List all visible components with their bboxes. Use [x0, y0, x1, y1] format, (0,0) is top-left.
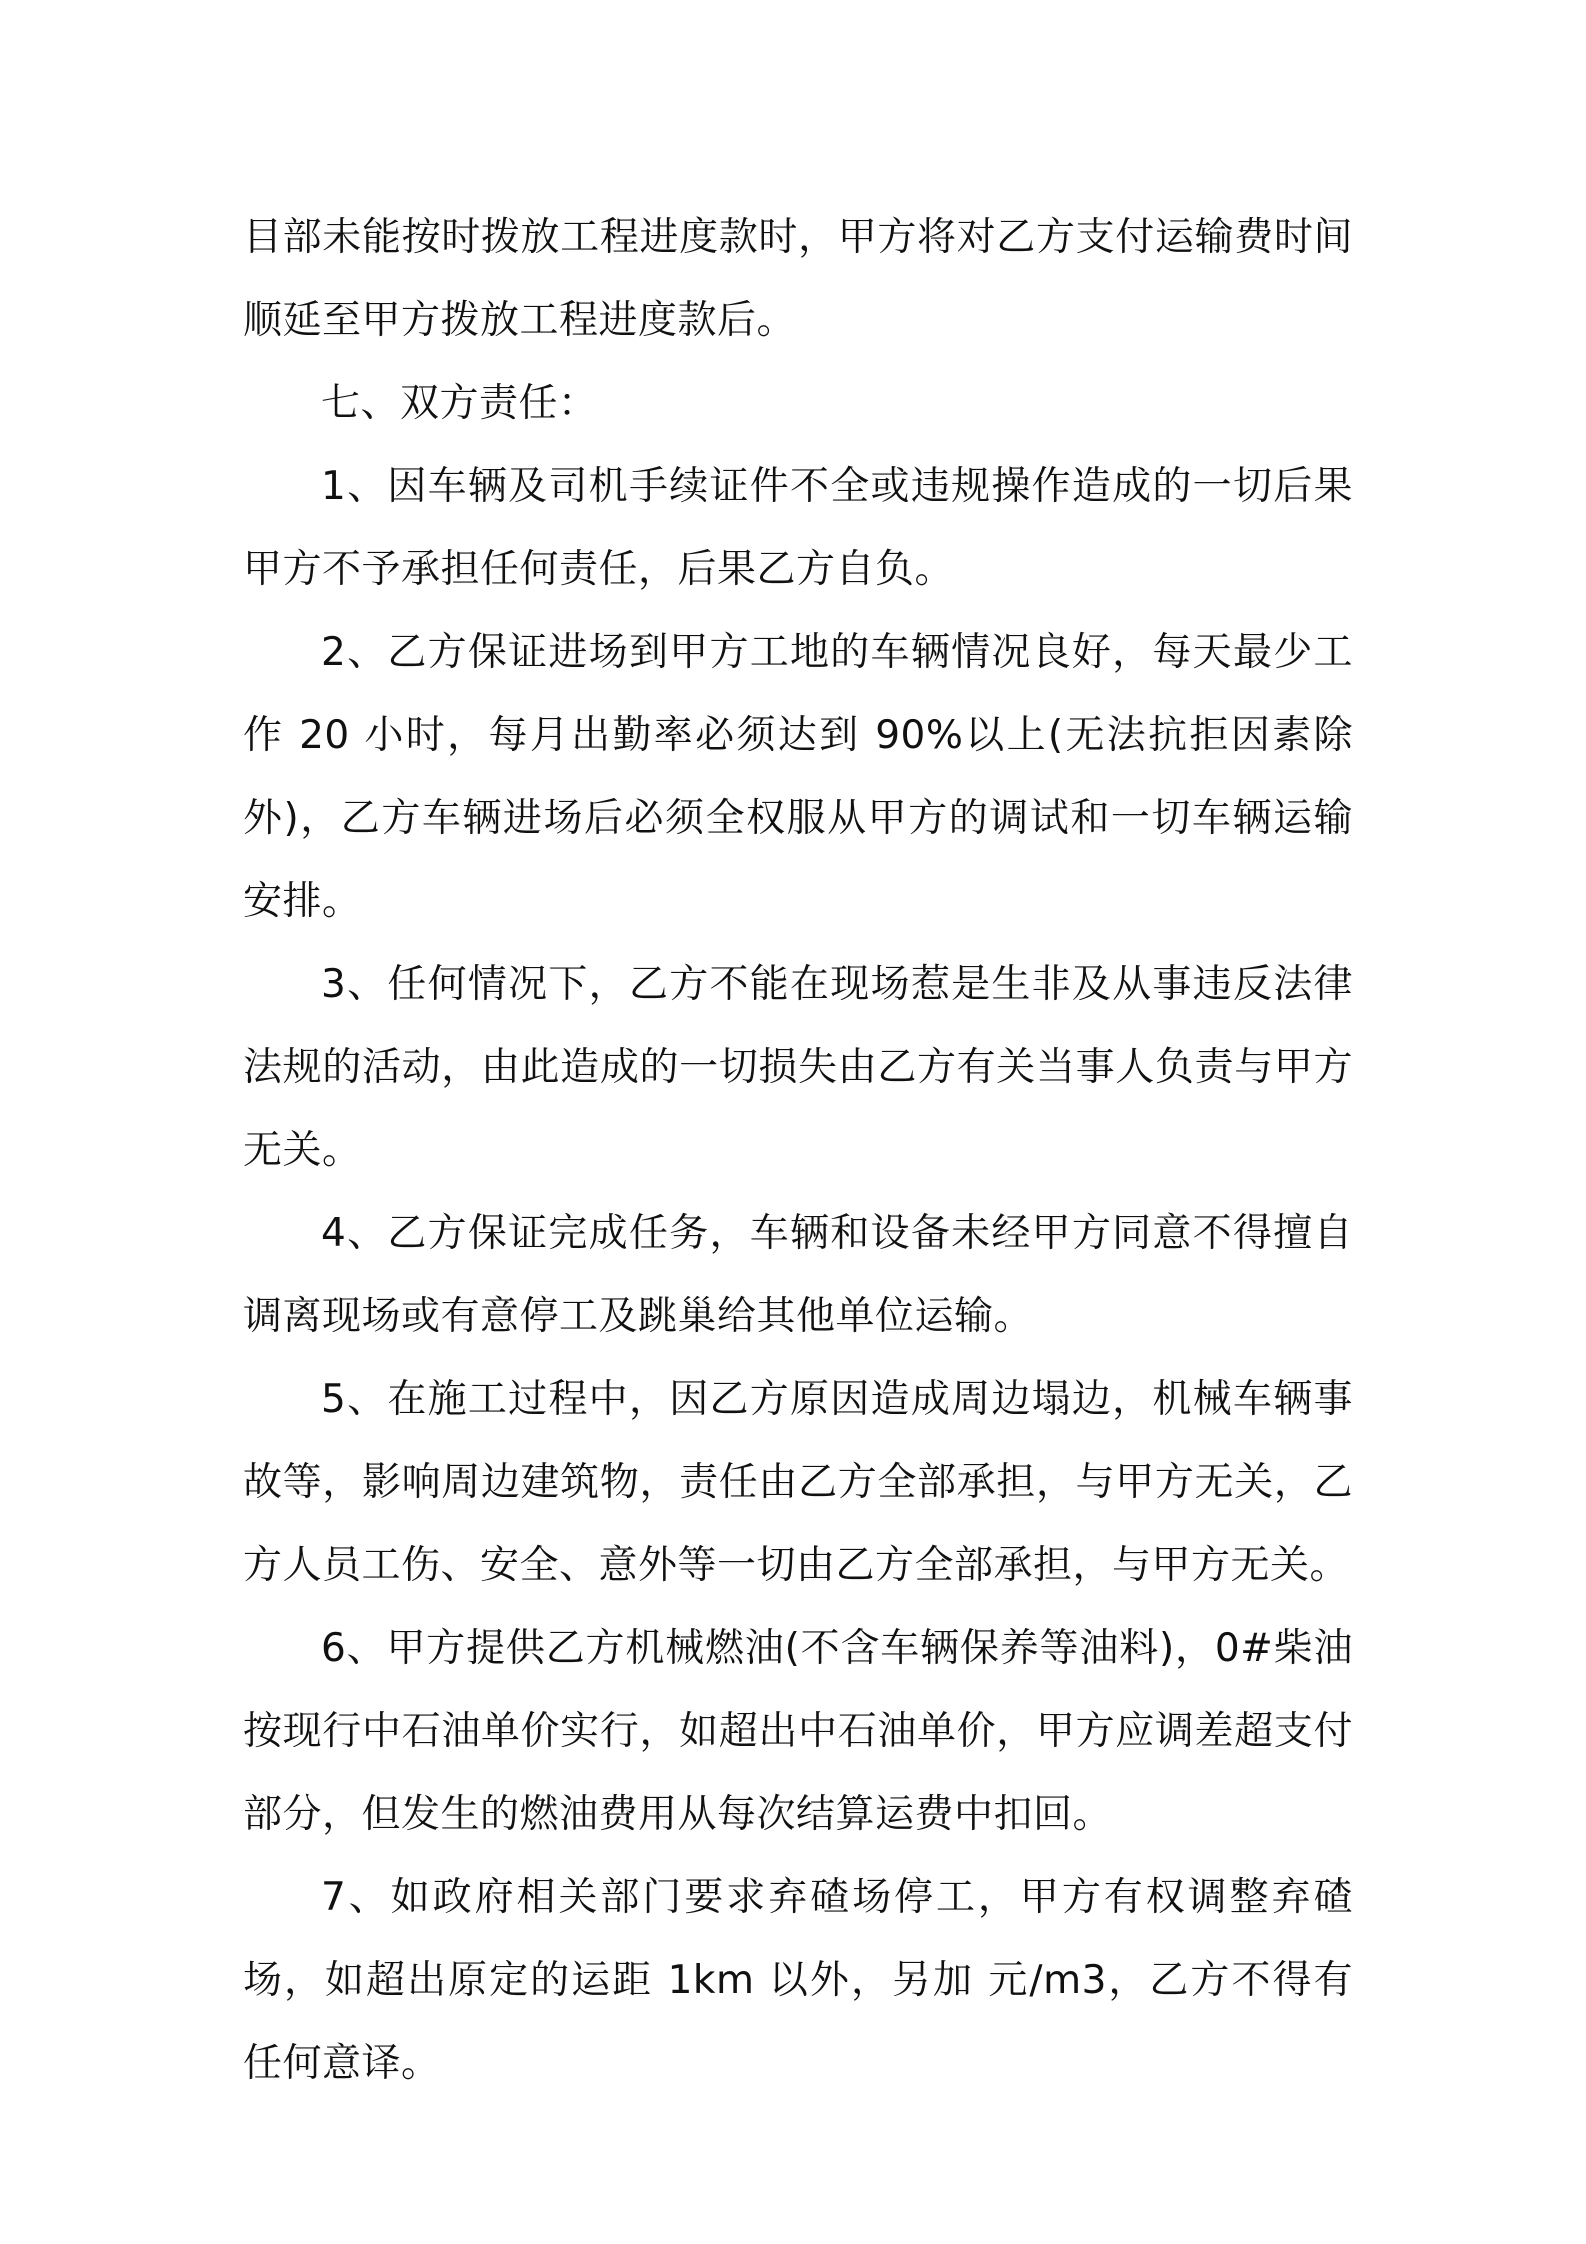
clause-2: 2、乙方保证进场到甲方工地的车辆情况良好，每天最少工作 20 小时，每月出勤率必须达到 90%以上(无法抗拒因素除外)，乙方车辆进场后必须全权服从甲方的调试和一切车辆运输安排。 [243, 630, 1353, 924]
section-heading-responsibilities: 七、双方责任： [321, 381, 598, 426]
clause-3: 3、任何情况下，乙方不能在现场惹是生非及从事违反法律法规的活动，由此造成的一切损失由乙方有关当事人负责与甲方无关。 [243, 962, 1353, 1173]
clause-1: 1、因车辆及司机手续证件不全或违规操作造成的一切后果甲方不予承担任何责任，后果乙方自负。 [243, 464, 1353, 592]
paragraph-continuation: 目部未能按时拨放工程进度款时，甲方将对乙方支付运输费时间顺延至甲方拨放工程进度款后。 [243, 215, 1353, 343]
clause-7: 7、如政府相关部门要求弃碴场停工，甲方有权调整弃碴场，如超出原定的运距 1km 以外，另加 元/m3，乙方不得有任何意译。 [243, 1875, 1353, 2086]
clause-4: 4、乙方保证完成任务，车辆和设备未经甲方同意不得擅自调离现场或有意停工及跳巢给其他单位运输。 [243, 1211, 1353, 1339]
clause-5: 5、在施工过程中，因乙方原因造成周边塌边，机械车辆事故等，影响周边建筑物，责任由乙方全部承担，与甲方无关，乙方人员工伤、安全、意外等一切由乙方全部承担，与甲方无关。 [243, 1377, 1353, 1588]
clause-6: 6、甲方提供乙方机械燃油(不含车辆保养等油料)，0#柴油按现行中石油单价实行，如超出中石油单价，甲方应调差超支付部分，但发生的燃油费用从每次结算运费中扣回。 [243, 1626, 1353, 1837]
contract-text-body [243, 196, 1353, 2105]
